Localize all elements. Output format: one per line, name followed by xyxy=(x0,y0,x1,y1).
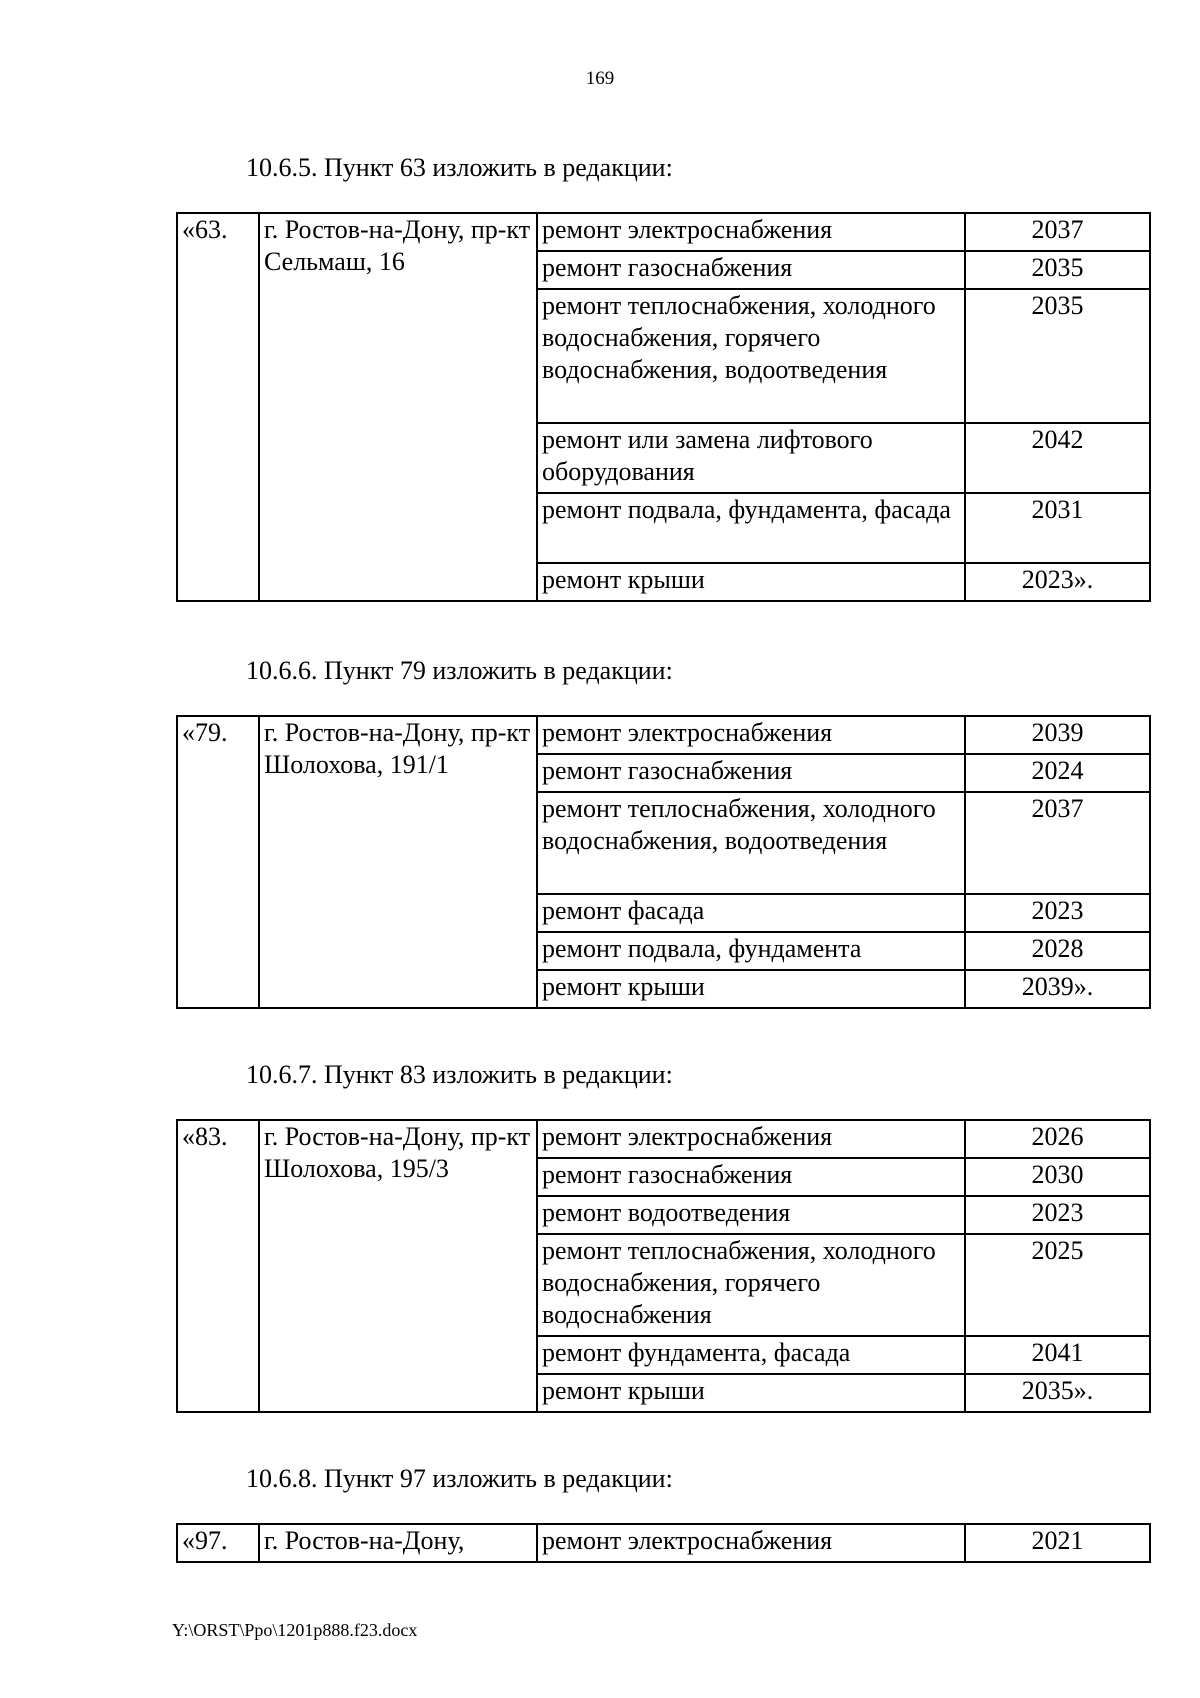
work-year: 2035». xyxy=(965,1374,1150,1412)
section-heading-2: 10.6.6. Пункт 79 изложить в редакции: xyxy=(246,656,673,685)
work-type: ремонт подвала, фундамента xyxy=(537,932,965,970)
item-number: «63. xyxy=(177,213,259,601)
item-address: г. Ростов-на-Дону, пр-кт Шолохова, 191/1 xyxy=(259,716,537,1008)
work-type: ремонт теплоснабжения, холодного водоснабжения, водоотведения xyxy=(537,792,965,894)
work-year: 2026 xyxy=(965,1120,1150,1158)
work-year: 2025 xyxy=(965,1234,1150,1336)
work-type: ремонт теплоснабжения, холодного водоснабжения, горячего водоснабжения, водоотведения xyxy=(537,289,965,423)
repair-table-3 xyxy=(176,1119,1151,1413)
section-heading-1: 10.6.5. Пункт 63 изложить в редакции: xyxy=(246,153,673,182)
work-type: ремонт фундамента, фасада xyxy=(537,1336,965,1374)
work-year: 2030 xyxy=(965,1158,1150,1196)
work-year: 2039 xyxy=(965,716,1150,754)
item-address: г. Ростов-на-Дону, пр-кт Шолохова, 195/3 xyxy=(259,1120,537,1412)
work-year: 2023 xyxy=(965,894,1150,932)
work-year: 2021 xyxy=(965,1524,1150,1562)
table-row xyxy=(177,1120,1150,1158)
work-year: 2031 xyxy=(965,493,1150,563)
work-year: 2023 xyxy=(965,1196,1150,1234)
work-year: 2035 xyxy=(965,289,1150,423)
work-type: ремонт электроснабжения xyxy=(537,1524,965,1562)
repair-table-4 xyxy=(176,1523,1151,1563)
work-year: 2037 xyxy=(965,792,1150,894)
work-type: ремонт газоснабжения xyxy=(537,1158,965,1196)
item-number: «83. xyxy=(177,1120,259,1412)
item-number: «97. xyxy=(177,1524,259,1562)
work-year: 2042 xyxy=(965,423,1150,493)
work-type: ремонт водоотведения xyxy=(537,1196,965,1234)
repair-table-2 xyxy=(176,715,1151,1009)
work-year: 2039». xyxy=(965,970,1150,1008)
work-type: ремонт электроснабжения xyxy=(537,716,965,754)
work-year: 2037 xyxy=(965,213,1150,251)
work-type: ремонт электроснабжения xyxy=(537,213,965,251)
file-path-footer: Y:\ORST\Ppo\1201p888.f23.docx xyxy=(172,1620,418,1640)
work-type: ремонт электроснабжения xyxy=(537,1120,965,1158)
work-type: ремонт или замена лифтового оборудования xyxy=(537,423,965,493)
table-row xyxy=(177,716,1150,754)
work-type: ремонт крыши xyxy=(537,970,965,1008)
work-year: 2041 xyxy=(965,1336,1150,1374)
work-type: ремонт фасада xyxy=(537,894,965,932)
page-number: 169 xyxy=(585,68,615,89)
work-year: 2028 xyxy=(965,932,1150,970)
table-row xyxy=(177,213,1150,251)
work-type: ремонт теплоснабжения, холодного водоснабжения, горячего водоснабжения xyxy=(537,1234,965,1336)
table-row xyxy=(177,1524,1150,1562)
section-heading-3: 10.6.7. Пункт 83 изложить в редакции: xyxy=(246,1060,673,1089)
work-year: 2023». xyxy=(965,563,1150,601)
work-type: ремонт крыши xyxy=(537,1374,965,1412)
item-number: «79. xyxy=(177,716,259,1008)
item-address: г. Ростов-на-Дону, пр-кт Сельмаш, 16 xyxy=(259,213,537,601)
work-type: ремонт подвала, фундамента, фасада xyxy=(537,493,965,563)
work-type: ремонт крыши xyxy=(537,563,965,601)
work-year: 2024 xyxy=(965,754,1150,792)
work-year: 2035 xyxy=(965,251,1150,289)
section-heading-4: 10.6.8. Пункт 97 изложить в редакции: xyxy=(246,1464,673,1493)
item-address: г. Ростов-на-Дону, xyxy=(259,1524,537,1562)
repair-table-1 xyxy=(176,212,1151,602)
work-type: ремонт газоснабжения xyxy=(537,754,965,792)
work-type: ремонт газоснабжения xyxy=(537,251,965,289)
